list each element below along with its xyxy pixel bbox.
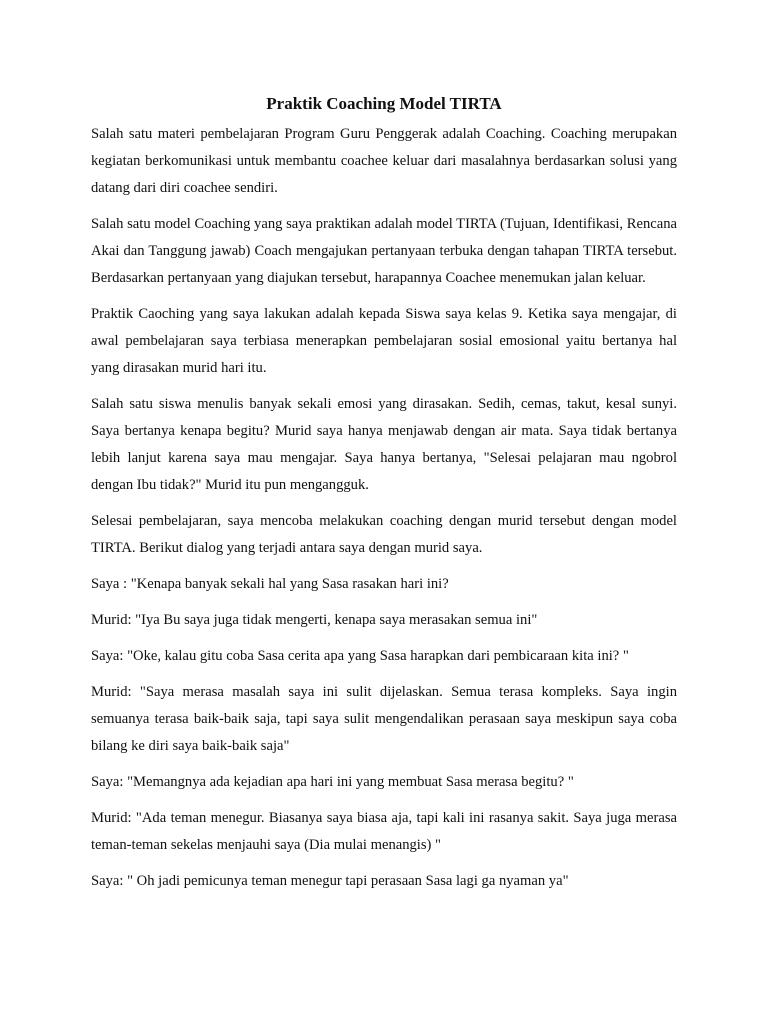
document-title: Praktik Coaching Model TIRTA (266, 94, 502, 113)
paragraph-coaching-start: Selesai pembelajaran, saya mencoba melakukan coaching dengan murid tersebut dengan model TIRTA. Berikut dialog yang terjadi antara saya dengan murid saya. (91, 513, 677, 556)
dialog-line: Murid: "Saya merasa masalah saya ini sulit dijelaskan. Semua terasa kompleks. Saya ingin semuanya terasa baik-baik saja, tapi saya sulit mengendalikan perasaan saya meskipun saya coba bilang ke diri saya baik-baik saja" (91, 684, 677, 754)
paragraph-practice: Praktik Caoching yang saya lakukan adalah kepada Siswa saya kelas 9. Ketika saya mengajar, di awal pembelajaran saya terbiasa menerapkan pembelajaran sosial emosional yaitu bertanya hal yang dirasakan murid hari itu. (91, 306, 677, 376)
paragraph-intro: Salah satu materi pembelajaran Program Guru Penggerak adalah Coaching. Coaching merupakan kegiatan berkomunikasi untuk membantu coachee keluar dari masalahnya berdasarkan solusi yang datang dari diri coachee sendiri. (91, 126, 677, 196)
dialog-line: Saya: " Oh jadi pemicunya teman menegur tapi perasaan Sasa lagi ga nyaman ya" (91, 873, 569, 889)
dialog-line: Murid: "Ada teman menegur. Biasanya saya biasa aja, tapi kali ini rasanya sakit. Saya juga merasa teman-teman sekelas menjauhi saya (Dia mulai menangis) " (91, 810, 677, 853)
dialog-line: Saya: "Oke, kalau gitu coba Sasa cerita apa yang Sasa harapkan dari pembicaraan kita ini? " (91, 648, 629, 664)
dialog-line: Saya : "Kenapa banyak sekali hal yang Sasa rasakan hari ini? (91, 576, 449, 592)
dialog-line: Murid: "Iya Bu saya juga tidak mengerti, kenapa saya merasakan semua ini" (91, 612, 538, 628)
paragraph-student-emotions: Salah satu siswa menulis banyak sekali emosi yang dirasakan. Sedih, cemas, takut, kesal sunyi. Saya bertanya kenapa begitu? Murid saya hanya menjawab dengan air mata. Saya tidak bertanya lebih lanjut karena saya mau mengajar. Saya hanya bertanya, "Selesai pelajaran mau ngobrol dengan Ibu tidak?" Murid itu pun mengangguk. (91, 396, 677, 493)
paragraph-model-tirta: Salah satu model Coaching yang saya praktikan adalah model TIRTA (Tujuan, Identifikasi, Rencana Akai dan Tanggung jawab) Coach mengajukan pertanyaan terbuka dengan tahapan TIRTA tersebut. Berdasarkan pertanyaan yang diajukan tersebut, harapannya Coachee menemukan jalan keluar. (91, 216, 677, 286)
dialog-line: Saya: "Memangnya ada kejadian apa hari ini yang membuat Sasa merasa begitu? " (91, 774, 574, 790)
